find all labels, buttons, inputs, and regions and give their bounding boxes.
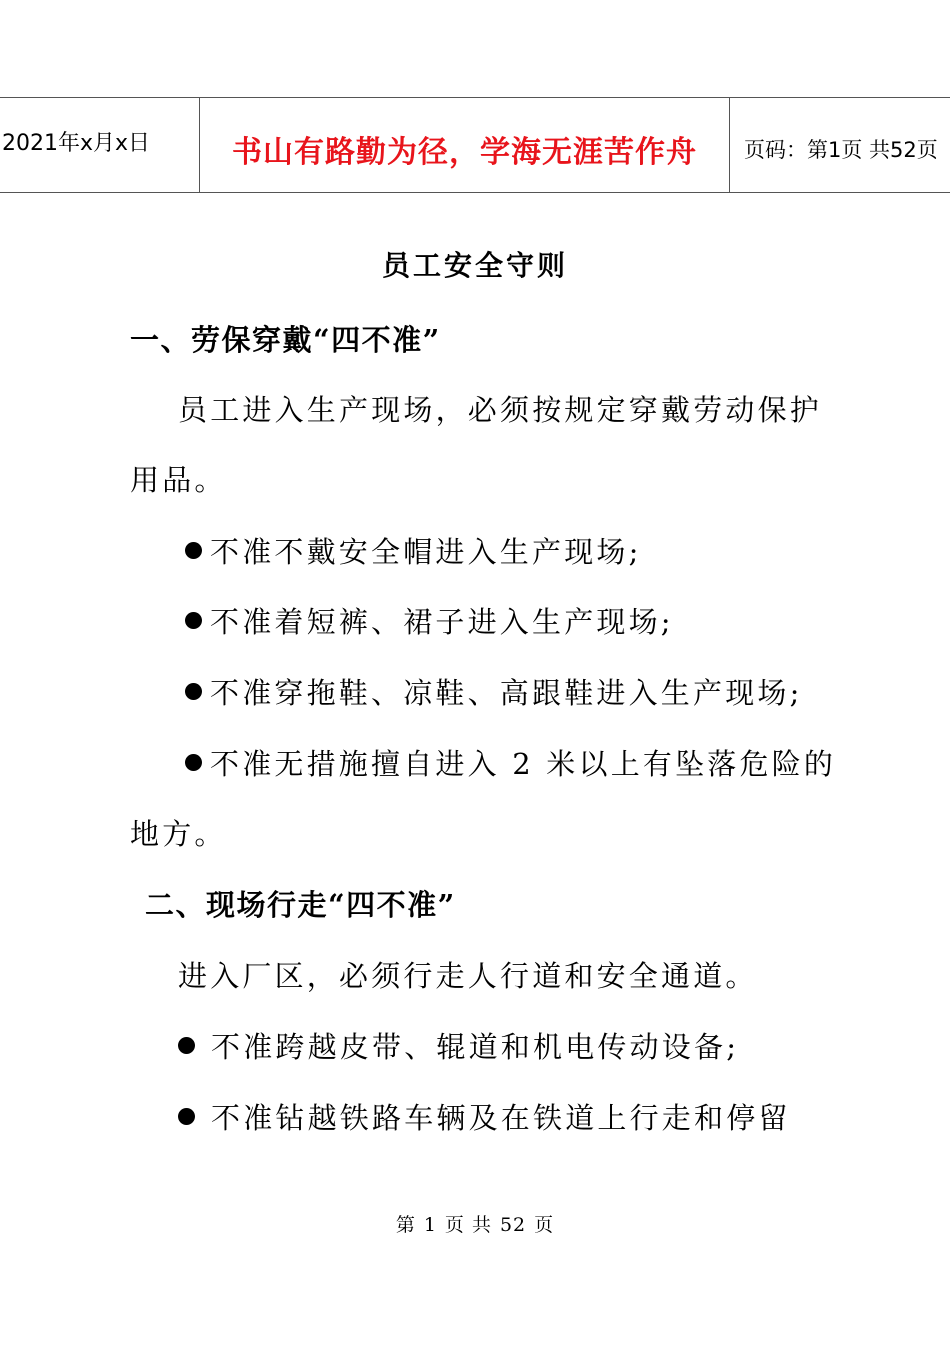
list-item-text: 不准穿拖鞋、凉鞋、高跟鞋进入生产现场; xyxy=(210,676,803,710)
list-item-text: 不准跨越皮带、辊道和机电传动设备; xyxy=(211,1030,740,1064)
list-item xyxy=(185,600,674,641)
header-page-label: 页码：第1页 共52页 xyxy=(744,138,938,162)
list-item xyxy=(185,530,642,571)
header-date: 2021年x月x日 xyxy=(0,98,200,192)
section1-intro-line2: 用品。 xyxy=(130,463,227,497)
header-table xyxy=(0,97,950,193)
bullet-icon xyxy=(185,542,202,559)
list-item xyxy=(185,742,836,783)
section2-heading: 二、现场行走“四不准” xyxy=(145,888,456,922)
list-item-text: 不准无措施擅自进入 2 米以上有坠落危险的 xyxy=(210,747,837,781)
bullet-icon xyxy=(185,612,202,629)
bullet-icon xyxy=(185,754,202,771)
list-item-text: 不准不戴安全帽进入生产现场; xyxy=(210,535,642,569)
list-item-text: 不准着短裤、裙子进入生产现场; xyxy=(210,605,674,639)
list-item xyxy=(178,1025,739,1066)
list-item xyxy=(178,1096,791,1137)
list-item-continuation: 地方。 xyxy=(130,817,227,851)
document-title: 员工安全守则 xyxy=(381,249,568,282)
bullet-icon xyxy=(178,1108,195,1125)
bullet-icon xyxy=(178,1037,195,1054)
header-motto: 书山有路勤为径，学海无涯苦作舟 xyxy=(200,98,730,192)
section1-intro-line1: 员工进入生产现场，必须按规定穿戴劳动保护 xyxy=(178,393,823,427)
list-item-text: 不准钻越铁路车辆及在铁道上行走和停留 xyxy=(211,1101,791,1135)
footer-suffix: 页 xyxy=(534,1214,555,1236)
footer-page-number: 1 xyxy=(423,1214,437,1236)
bullet-icon xyxy=(185,683,202,700)
page-footer xyxy=(0,1210,950,1237)
list-item xyxy=(185,671,803,712)
footer-total-pages: 52 xyxy=(499,1214,527,1236)
section1-heading: 一、劳保穿戴“四不准” xyxy=(130,323,441,357)
footer-prefix: 第 xyxy=(395,1214,416,1236)
section2-intro: 进入厂区，必须行走人行道和安全通道。 xyxy=(178,959,758,993)
footer-middle: 页 共 xyxy=(444,1214,492,1236)
